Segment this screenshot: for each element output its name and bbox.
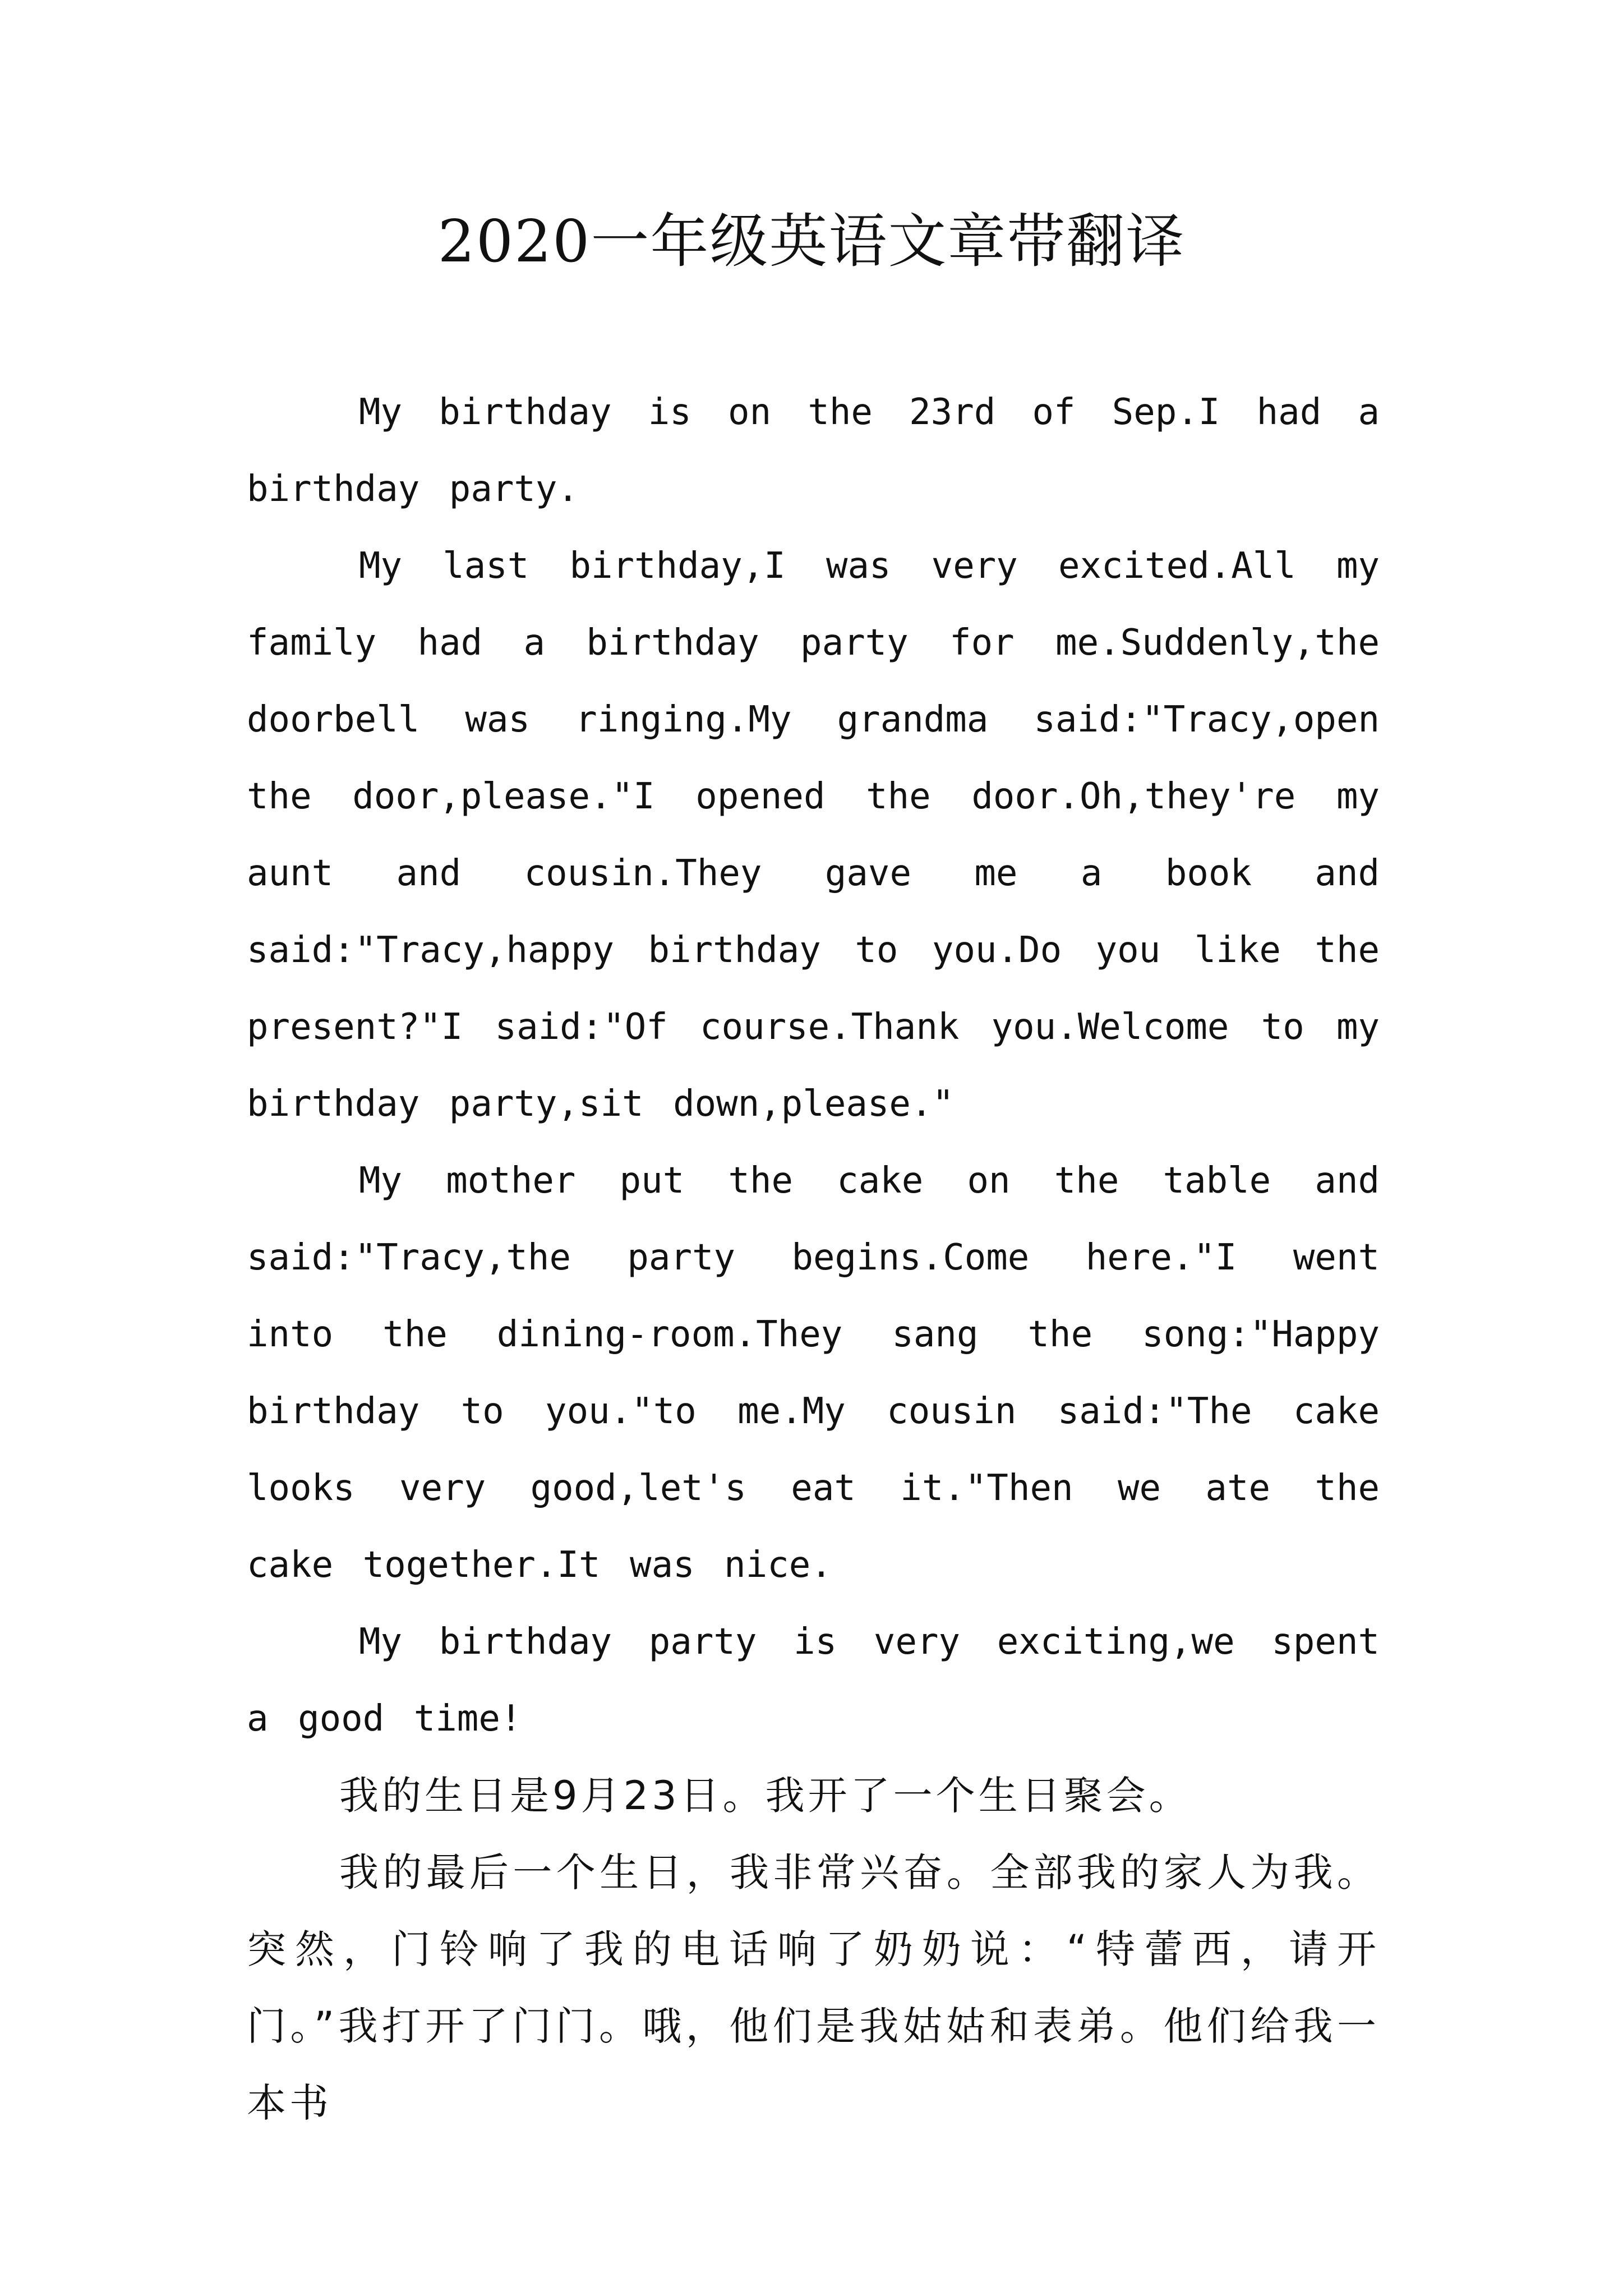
paragraph-cn-1: 我的生日是9月23日。我开了一个生日聚会。 <box>339 1773 1192 1819</box>
document-title: 2020一年级英语文章带翻译 <box>437 207 1186 275</box>
document-body <box>247 374 1380 2142</box>
paragraph-en-2: My last birthday,I was very excited.All my family had a birthday party for me.Suddenly,the doorbell was ringing.My grandma said:"Tracy,open the door,please."I opened the door.Oh,they're my aunt and cousin.They gave me a book and said:"Tracy,happy birthday to you.Do you like the present?"I said:"Of course.Thank you.Welcome to my birthday party,sit down,please." <box>247 545 1380 1125</box>
paragraph-en-1: My birthday is on the 23rd of Sep.I had a birthday party. <box>247 392 1380 510</box>
paragraph-en-4: My birthday party is very exciting,we spent a good time! <box>247 1621 1380 1740</box>
paragraph-en-3: My mother put the cake on the table and said:"Tracy,the party begins.Come here."I went into the dining-room.They sang the song:"Happy birthday to you."to me.My cousin said:"The cake looks very good,let's eat it."Then we ate the cake together.It was nice. <box>247 1160 1380 1586</box>
paragraph-cn-2: 我的最后一个生日，我非常兴奋。全部我的家人为我。突然，门铃响了我的电话响了奶奶说：“特蕾西，请开门。”我打开了门门。哦，他们是我姑姑和表弟。他们给我一本书 <box>247 1849 1380 2126</box>
